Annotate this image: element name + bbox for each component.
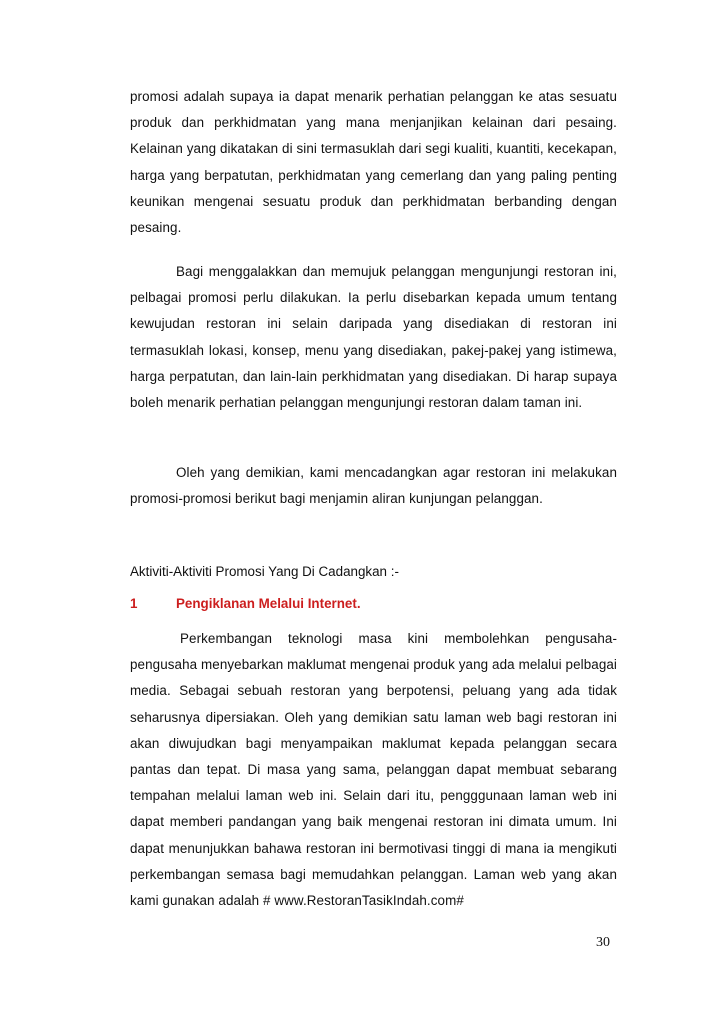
numbered-item-heading [130, 594, 361, 614]
page-number: 30 [596, 935, 610, 950]
paragraph-promotion-purpose: promosi adalah supaya ia dapat menarik perhatian pelanggan ke atas sesuatu produk dan perkhidmatan yang mana menjanjikan kelainan dari pesaing. Kelainan yang dikatakan di sini termasuklah dari segi kualiti, kuantiti, kecekapan, harga yang berpatutan, perkhidmatan yang cemerlang dan yang paling penting keunikan mengenai sesuatu produk dan perkhidmatan berbanding dengan pesaing. [130, 89, 617, 236]
paragraph-encourage-customers: Bagi menggalakkan dan memujuk pelanggan mengunjungi restoran ini, pelbagai promosi perlu dilakukan. Ia perlu disebarkan kepada umum tentang kewujudan restoran ini selain daripada yang disediakan di restoran ini termasuklah lokasi, konsep, menu yang disediakan, pakej-pakej yang istimewa, harga perpatutan, dan lain-lain perkhidmatan yang disediakan. Di harap supaya boleh menarik perhatian pelanggan mengunjungi restoran dalam taman ini. [130, 264, 617, 411]
paragraph-internet-advertising: Perkembangan teknologi masa kini membolehkan pengusaha-pengusaha menyebarkan maklumat mengenai produk yang ada melalui pelbagai media. Sebagai sebuah restoran yang berpotensi, peluang yang ada tidak seharusnya dipersiakan. Oleh yang demikian satu laman web bagi restoran ini akan diwujudkan bagi menyampaikan maklumat kepada pelanggan secara pantas dan tepat. Di masa yang sama, pelanggan dapat membuat sebarang tempahan melalui laman web ini. Selain dari itu, pengggunaan laman web ini dapat memberi pandangan yang baik mengenai restoran ini dimata umum. Ini dapat menunjukkan bahawa restoran ini bermotivasi tinggi di mana ia mengikuti perkembangan semasa bagi memudahkan pelanggan. Laman web yang akan kami gunakan adalah # www.RestoranTasikIndah.com# [130, 631, 617, 909]
paragraph-recommendation: Oleh yang demikian, kami mencadangkan agar restoran ini melakukan promosi-promosi berikut bagi menjamin aliran kunjungan pelanggan. [130, 465, 617, 507]
item-number: 1 [130, 596, 138, 611]
item-title: Pengiklanan Melalui Internet. [176, 596, 361, 611]
section-heading: Aktiviti-Aktiviti Promosi Yang Di Cadangkan :- [130, 564, 399, 579]
